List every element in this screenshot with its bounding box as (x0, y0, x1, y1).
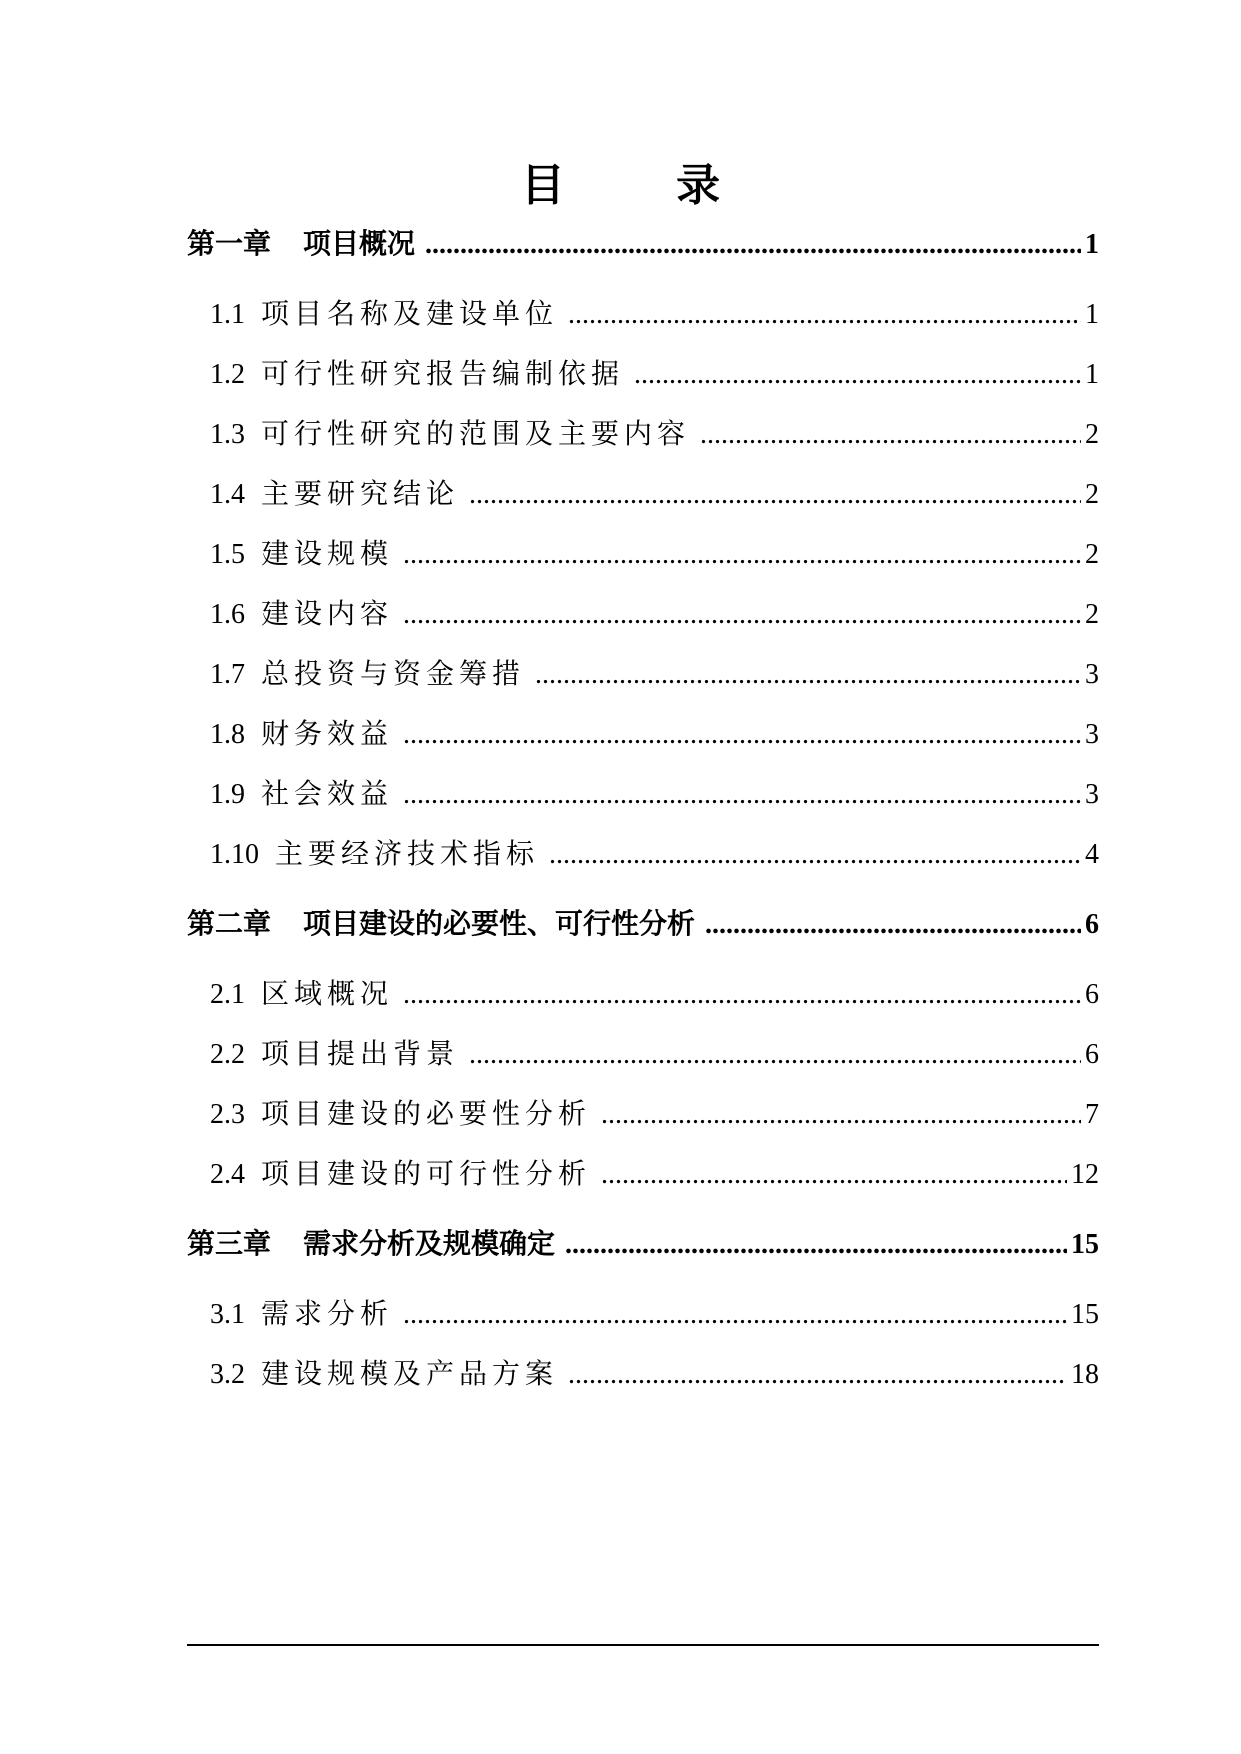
toc-dot-leader (403, 719, 1081, 751)
toc-entry-number: 1.7 (210, 659, 245, 690)
toc-section-entry[interactable] (210, 1152, 1099, 1192)
toc-entry-label: 项目建设的必要性分析 (261, 1097, 592, 1130)
toc-dot-leader (403, 539, 1081, 571)
toc-dot-leader (403, 1299, 1067, 1331)
toc-page-number: 1 (1085, 229, 1099, 260)
toc-section-entry[interactable] (210, 1032, 1099, 1072)
toc-dot-leader (403, 599, 1081, 631)
toc-entry-number: 2.4 (210, 1159, 245, 1190)
toc-dot-leader (601, 1099, 1081, 1131)
toc-dot-leader (535, 659, 1081, 691)
toc-entry-number: 1.2 (210, 359, 245, 390)
toc-entry-label: 区域概况 (261, 977, 394, 1010)
toc-entry-number: 第一章 (187, 229, 272, 260)
toc-section-entry[interactable] (210, 1292, 1099, 1332)
toc-dot-leader (568, 299, 1081, 331)
toc-chapter-entry[interactable] (187, 902, 1099, 942)
toc-entry-label: 财务效益 (261, 717, 394, 750)
toc-entry-label: 需求分析及规模确定 (303, 1227, 556, 1260)
toc-page-number: 4 (1085, 839, 1099, 870)
toc-dot-leader (700, 419, 1081, 451)
toc-entry-label: 项目提出背景 (261, 1037, 460, 1070)
toc-entry-number: 3.1 (210, 1299, 245, 1330)
toc-dot-leader (469, 1039, 1081, 1071)
toc-section-entry[interactable] (210, 652, 1099, 692)
toc-page-number: 6 (1085, 1039, 1099, 1070)
toc-page-number: 18 (1071, 1359, 1099, 1390)
toc-section-entry[interactable] (210, 712, 1099, 752)
toc-entry-number: 1.8 (210, 719, 245, 750)
toc-entry-number: 3.2 (210, 1359, 245, 1390)
toc-entry-number: 2.1 (210, 979, 245, 1010)
toc-entry-number: 第三章 (187, 1229, 272, 1260)
toc-page-number: 15 (1071, 1229, 1099, 1260)
toc-dot-leader (565, 1229, 1067, 1261)
toc-entry-label: 项目建设的必要性、可行性分析 (303, 907, 696, 940)
toc-entry-number: 1.5 (210, 539, 245, 570)
toc-entry-number: 2.2 (210, 1039, 245, 1070)
toc-section-entry[interactable] (210, 972, 1099, 1012)
toc-page-number: 7 (1085, 1099, 1099, 1130)
toc-page-number: 15 (1071, 1299, 1099, 1330)
toc-entry-label: 主要研究结论 (261, 477, 460, 510)
toc-page-number: 3 (1085, 719, 1099, 750)
toc-entry-label: 建设规模 (261, 537, 394, 570)
toc-page-number: 1 (1085, 359, 1099, 390)
toc-chapter-entry[interactable] (187, 222, 1099, 262)
toc-dot-leader (469, 479, 1081, 511)
toc-dot-leader (568, 1359, 1067, 1391)
toc-entry-label: 主要经济技术指标 (275, 837, 540, 870)
toc-section-entry[interactable] (210, 772, 1099, 812)
toc-entry-label: 项目名称及建设单位 (261, 297, 559, 330)
toc-page-number: 2 (1085, 479, 1099, 510)
footer-rule (187, 1644, 1099, 1646)
page-title: 目 录 (520, 160, 769, 211)
toc-page-number: 1 (1085, 299, 1099, 330)
toc-entry-label: 建设内容 (261, 597, 394, 630)
toc-entry-number: 1.1 (210, 299, 245, 330)
toc-dot-leader (634, 359, 1081, 391)
toc-entry-number: 1.6 (210, 599, 245, 630)
toc-dot-leader (601, 1159, 1067, 1191)
toc-section-entry[interactable] (210, 412, 1099, 452)
toc-section-entry[interactable] (210, 832, 1099, 872)
toc-section-entry[interactable] (210, 472, 1099, 512)
toc-dot-leader (425, 229, 1081, 261)
toc-entry-number: 1.4 (210, 479, 245, 510)
toc-entry-number: 1.9 (210, 779, 245, 810)
toc-section-entry[interactable] (210, 1092, 1099, 1132)
toc-page-number: 6 (1085, 909, 1099, 940)
toc-page-number: 6 (1085, 979, 1099, 1010)
toc-entry-label: 可行性研究报告编制依据 (261, 357, 625, 390)
toc-dot-leader (705, 909, 1081, 941)
toc-dot-leader (403, 779, 1081, 811)
toc-page-number: 3 (1085, 659, 1099, 690)
toc-section-entry[interactable] (210, 532, 1099, 572)
toc-section-entry[interactable] (210, 292, 1099, 332)
toc-entry-number: 1.10 (210, 839, 259, 870)
toc-chapter-entry[interactable] (187, 1222, 1099, 1262)
toc-entry-number: 第二章 (187, 909, 272, 940)
toc-section-entry[interactable] (210, 592, 1099, 632)
toc-entry-label: 项目建设的可行性分析 (261, 1157, 592, 1190)
toc-entry-label: 建设规模及产品方案 (261, 1357, 559, 1390)
toc-entry-label: 总投资与资金筹措 (261, 657, 526, 690)
toc-entry-label: 社会效益 (261, 777, 394, 810)
toc-entry-label: 项目概况 (303, 227, 416, 260)
toc-entry-label: 可行性研究的范围及主要内容 (261, 417, 691, 450)
toc-entry-number: 2.3 (210, 1099, 245, 1130)
toc-section-entry[interactable] (210, 352, 1099, 392)
toc-page-number: 2 (1085, 539, 1099, 570)
toc-page-number: 2 (1085, 419, 1099, 450)
toc-dot-leader (549, 839, 1081, 871)
toc-page-number: 2 (1085, 599, 1099, 630)
toc-entry-label: 需求分析 (261, 1297, 394, 1330)
toc-entry-number: 1.3 (210, 419, 245, 450)
toc-dot-leader (403, 979, 1081, 1011)
toc-section-entry[interactable] (210, 1352, 1099, 1392)
toc-page-number: 3 (1085, 779, 1099, 810)
toc-page-number: 12 (1071, 1159, 1099, 1190)
